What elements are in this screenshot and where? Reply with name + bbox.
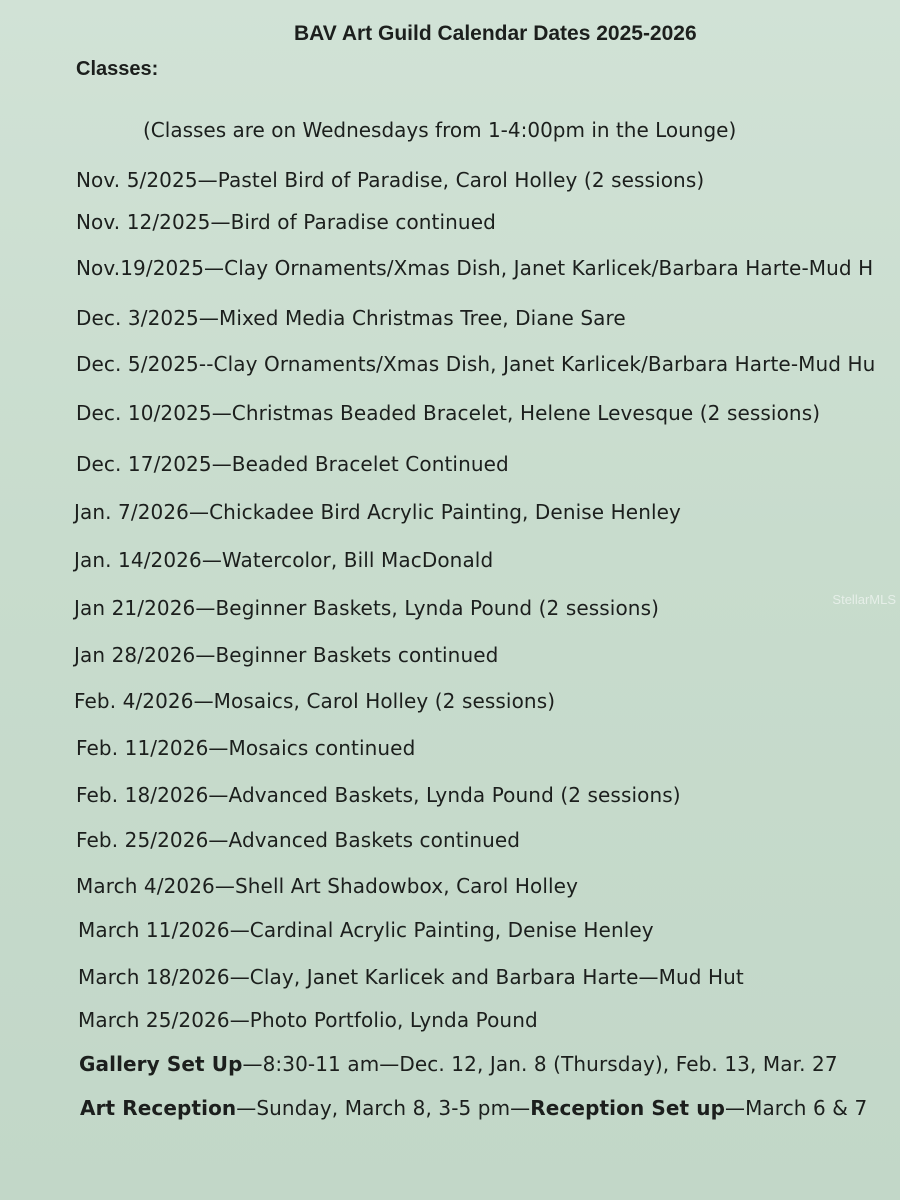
- section-heading-classes: Classes:: [76, 58, 159, 80]
- class-entry: March 25/2026—Photo Portfolio, Lynda Pound: [78, 1008, 538, 1032]
- class-entry: Nov.19/2025—Clay Ornaments/Xmas Dish, Janet Karlicek/Barbara Harte-Mud H: [76, 256, 874, 280]
- document-title: BAV Art Guild Calendar Dates 2025-2026: [294, 22, 697, 45]
- class-entry: Dec. 3/2025—Mixed Media Christmas Tree, Diane Sare: [76, 306, 626, 330]
- gallery-setup-label: Gallery Set Up: [79, 1052, 243, 1076]
- class-entry: March 4/2026—Shell Art Shadowbox, Carol Holley: [76, 874, 579, 898]
- schedule-note: (Classes are on Wednesdays from 1-4:00pm in the Lounge): [143, 118, 737, 142]
- art-reception-line: [80, 1096, 867, 1120]
- class-entry: Dec. 5/2025--Clay Ornaments/Xmas Dish, Janet Karlicek/Barbara Harte-Mud Hu: [76, 352, 876, 376]
- class-entry: March 11/2026—Cardinal Acrylic Painting, Denise Henley: [78, 918, 654, 942]
- class-entry: Feb. 25/2026—Advanced Baskets continued: [76, 828, 521, 852]
- class-entry: Dec. 17/2025—Beaded Bracelet Continued: [76, 452, 509, 476]
- class-entry: Jan. 14/2026—Watercolor, Bill MacDonald: [74, 548, 494, 572]
- class-entry: March 18/2026—Clay, Janet Karlicek and Barbara Harte—Mud Hut: [78, 965, 744, 989]
- reception-setup-details: —March 6 & 7: [725, 1096, 868, 1120]
- art-reception-label: Art Reception: [80, 1096, 237, 1120]
- class-entry: Dec. 10/2025—Christmas Beaded Bracelet, Helene Levesque (2 sessions): [76, 401, 821, 425]
- watermark: StellarMLS: [832, 592, 896, 607]
- class-entry: Feb. 4/2026—Mosaics, Carol Holley (2 sessions): [74, 689, 556, 713]
- class-entry: Nov. 12/2025—Bird of Paradise continued: [76, 210, 496, 234]
- class-entry: Feb. 18/2026—Advanced Baskets, Lynda Pound (2 sessions): [76, 783, 681, 807]
- class-entry: Jan 21/2026—Beginner Baskets, Lynda Pound (2 sessions): [74, 596, 659, 620]
- gallery-setup-details: —8:30-11 am—Dec. 12, Jan. 8 (Thursday), Feb. 13, Mar. 27: [242, 1052, 838, 1076]
- gallery-setup-line: [79, 1052, 838, 1076]
- art-reception-details: —Sunday, March 8, 3-5 pm—: [236, 1096, 531, 1120]
- class-entry: Nov. 5/2025—Pastel Bird of Paradise, Carol Holley (2 sessions): [76, 168, 705, 192]
- class-entry: Feb. 11/2026—Mosaics continued: [76, 736, 416, 760]
- class-entry: Jan. 7/2026—Chickadee Bird Acrylic Painting, Denise Henley: [74, 500, 681, 524]
- reception-setup-label: Reception Set up: [530, 1096, 725, 1120]
- class-entry: Jan 28/2026—Beginner Baskets continued: [74, 643, 499, 667]
